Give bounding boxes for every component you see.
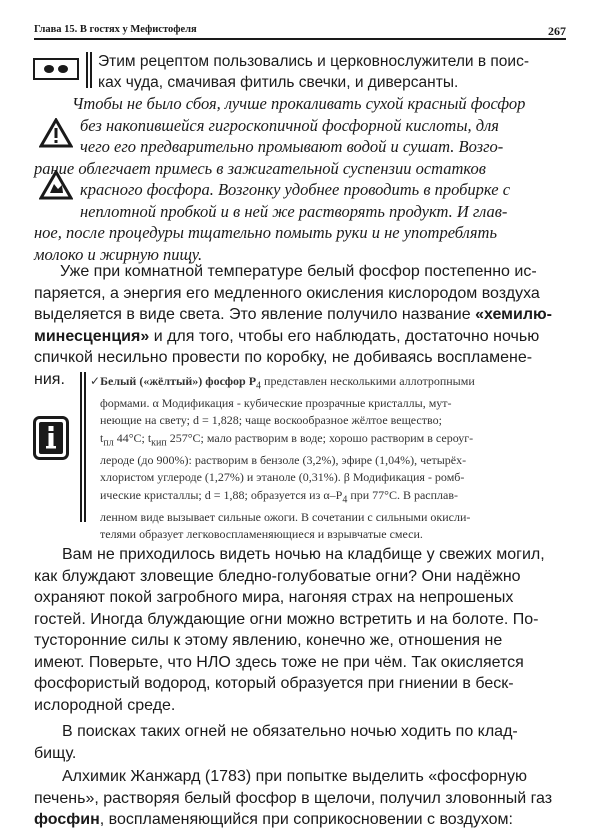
text-line: ное, после процедуры тщательно помыть руки и не употреблять (34, 223, 497, 242)
text-line: ках чуда, смачивая фитиль свечки, и диверсанты. (98, 74, 459, 91)
term-chemiluminescence: «хемилю- (475, 306, 552, 323)
text-line: охраняют покой загробного мира, нагоняя страх на непрошеных (34, 589, 514, 606)
text-line: паряется, а энергия его медленного окисления кислородом воздуха (34, 284, 540, 302)
text-span: , воспламеняющийся при соприкосновении с воздухом: (99, 811, 513, 828)
text-line (34, 809, 566, 831)
text-line: красного фосфора. Возгонку удобнее проводить в пробирке с (80, 180, 511, 199)
paragraph-will-o-wisp (34, 544, 566, 716)
text-line: Алхимик Жанжард (1783) при попытке выделить «фосфорную (62, 768, 527, 785)
text-line: бищу. (34, 744, 77, 762)
text-line: гостей. Иногда блуждающие огни можно встретить и на болоте. По- (34, 610, 539, 628)
text-line (34, 304, 566, 326)
text-line (90, 373, 566, 395)
margin-bar (80, 372, 82, 522)
text-line: лероде (до 900%): растворим в бензоле (3,2%), эфире (1,04%), четырёх- (100, 452, 467, 467)
text-line: имеют. Поверьте, что НЛО здесь тоже не при чём. Так окисляется (34, 653, 524, 671)
paragraph-luminescence (34, 261, 566, 390)
text-line: спичкой несильно провести по коробку, не добиваясь воспламене- (34, 349, 533, 366)
text-span: при 77°С. В расплав- (350, 487, 459, 502)
page-header (34, 22, 566, 40)
text-line (90, 487, 566, 509)
text-line: формами. α Модификация - кубические прозрачные кристаллы, мут- (100, 395, 452, 410)
text-span: 257°С; мало растворим в воде; хорошо растворим в сероуг- (169, 430, 474, 445)
info-icon (33, 416, 69, 465)
text-line: неплотной пробкой и в ней же растворять продукт. И глав- (80, 201, 508, 221)
text-span: выделяется в виде света. Это явление получило название (34, 306, 471, 323)
text-line: неющие на свету; d = 1,828; чаще воскообразное жёлтое вещество; (100, 413, 442, 428)
text-line: чего его предварительно промывают водой и сушат. Возго- (80, 137, 504, 156)
text-span: ические кристаллы; d = 1,88; образуется из α–P (100, 487, 343, 502)
text-line: молоко и жирную пищу. (34, 244, 203, 264)
margin-bar (84, 372, 86, 522)
text-line (34, 326, 566, 348)
text-line: ленном виде вызывает сильные ожоги. В сочетании с сильными окисли- (100, 509, 471, 524)
text-line: Вам не приходилось видеть ночью на кладбище у свежих могил, (62, 546, 545, 563)
margin-bar (90, 52, 92, 88)
warning-paragraph (34, 93, 566, 265)
text-line: Этим рецептом пользовались и церковнослужители в поис- (98, 53, 529, 70)
paragraph-phosphine (34, 766, 566, 831)
subscript: 4 (256, 380, 262, 392)
text-span: t (100, 430, 104, 445)
text-line: без накопившейся гигроскопичной фосфорной кислоты, для (80, 115, 499, 135)
text-line: телями образует легковоспламеняющиеся и взрывчатые смеси. (100, 527, 423, 542)
term-chemiluminescence-end: минесценция» (34, 327, 150, 345)
text-line: Чтобы не было сбоя, лучше прокаливать сухой красный фосфор (72, 94, 526, 113)
text-line: как блуждают зловещие бледно-голубоватые огни? Они надёжно (34, 567, 521, 585)
page-number: 267 (548, 24, 566, 38)
text-line: рание облегчает примесь в зажигательной суспензии остатков (34, 158, 486, 178)
text-span: и для того, чтобы его наблюдать, достаточно ночью (153, 327, 540, 345)
subscript: кип (151, 437, 167, 449)
subscript: 4 (342, 494, 348, 506)
info-term: Белый («жёлтый») фосфор P (100, 374, 257, 388)
info-note (90, 373, 566, 544)
eyes-icon (33, 58, 79, 85)
text-line: хлористом углероде (1,27%) и этаноле (0,31%). β Модификация - ромб- (100, 470, 465, 485)
text-line: В поисках таких огней не обязательно ночью ходить по клад- (62, 723, 518, 740)
text-span: 44°С; t (116, 430, 152, 445)
check-icon: ✓ (90, 374, 101, 388)
text-line: фосфористый водород, который образуется при гниении в беск- (34, 675, 514, 692)
paragraph-graveyard (34, 721, 566, 764)
chapter-title: Глава 15. В гостях у Мефистофеля (34, 24, 197, 35)
term-phosphine: фосфин (34, 811, 100, 828)
text-line: Уже при комнатной температуре белый фосфор постепенно ис- (60, 263, 537, 280)
text-line: ния. (34, 370, 65, 388)
intro-paragraph (98, 51, 566, 93)
subscript: пл (103, 437, 114, 449)
text-line: печень», растворяя белый фосфор в щелочи, получил зловонный газ (34, 789, 553, 807)
text-line (90, 430, 566, 452)
margin-bar (86, 52, 88, 88)
text-span: представлен несколькими аллотропными (264, 374, 475, 388)
text-line: ислородной среде. (34, 696, 176, 714)
text-line: тусторонние силы к этому явлению, конечно же, отношения не (34, 632, 503, 649)
